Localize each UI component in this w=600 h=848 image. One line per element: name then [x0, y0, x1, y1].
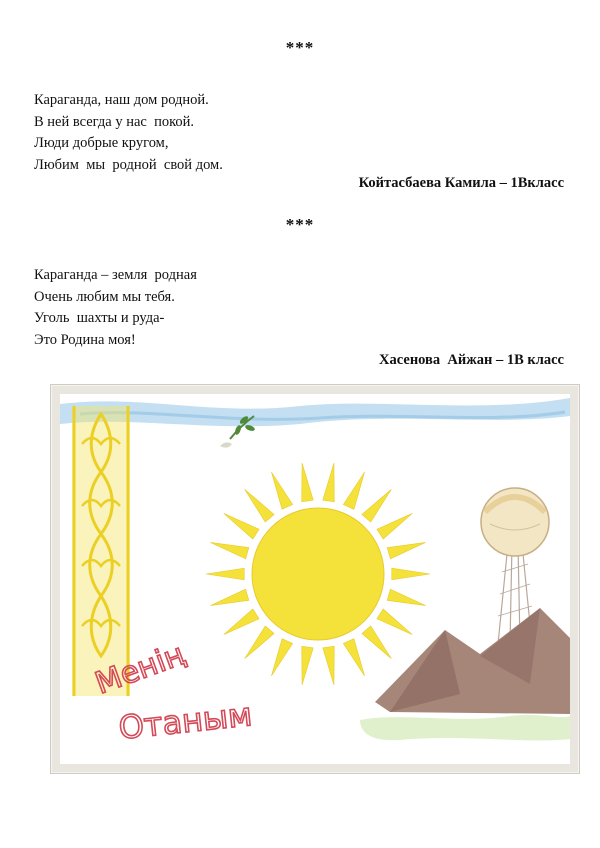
childs-drawing	[60, 394, 570, 764]
poem-1-line: Караганда, наш дом родной.	[34, 92, 209, 108]
poem-2-line: Караганда – земля родная	[34, 267, 197, 283]
drawing-frame	[50, 384, 580, 774]
ornament-column	[72, 406, 130, 696]
lettering-line-1: Менің	[90, 637, 190, 702]
poem-1-author: Койтасбаева Камила – 1Вкласс	[358, 175, 564, 191]
poem-2-line: Уголь шахты и руда-	[34, 310, 165, 326]
poem-1-line: В ней всегда у нас покой.	[34, 113, 195, 130]
separator-stars-2: ***	[285, 215, 315, 234]
poem-2-author: Хасенова Айжан – 1В класс	[379, 352, 564, 368]
poem-1-line: Люди добрые кругом,	[34, 135, 169, 151]
poem-2-line: Очень любим мы тебя.	[34, 288, 175, 305]
separator-stars-1: ***	[285, 38, 315, 57]
lettering-line-2: Отаным	[116, 695, 254, 747]
poem-1	[34, 90, 223, 176]
poem-1-line: Любим мы родной свой дом.	[34, 156, 223, 173]
poem-2	[34, 265, 197, 351]
sun-disc	[252, 508, 384, 640]
poem-2-line: Это Родина моя!	[34, 331, 136, 348]
